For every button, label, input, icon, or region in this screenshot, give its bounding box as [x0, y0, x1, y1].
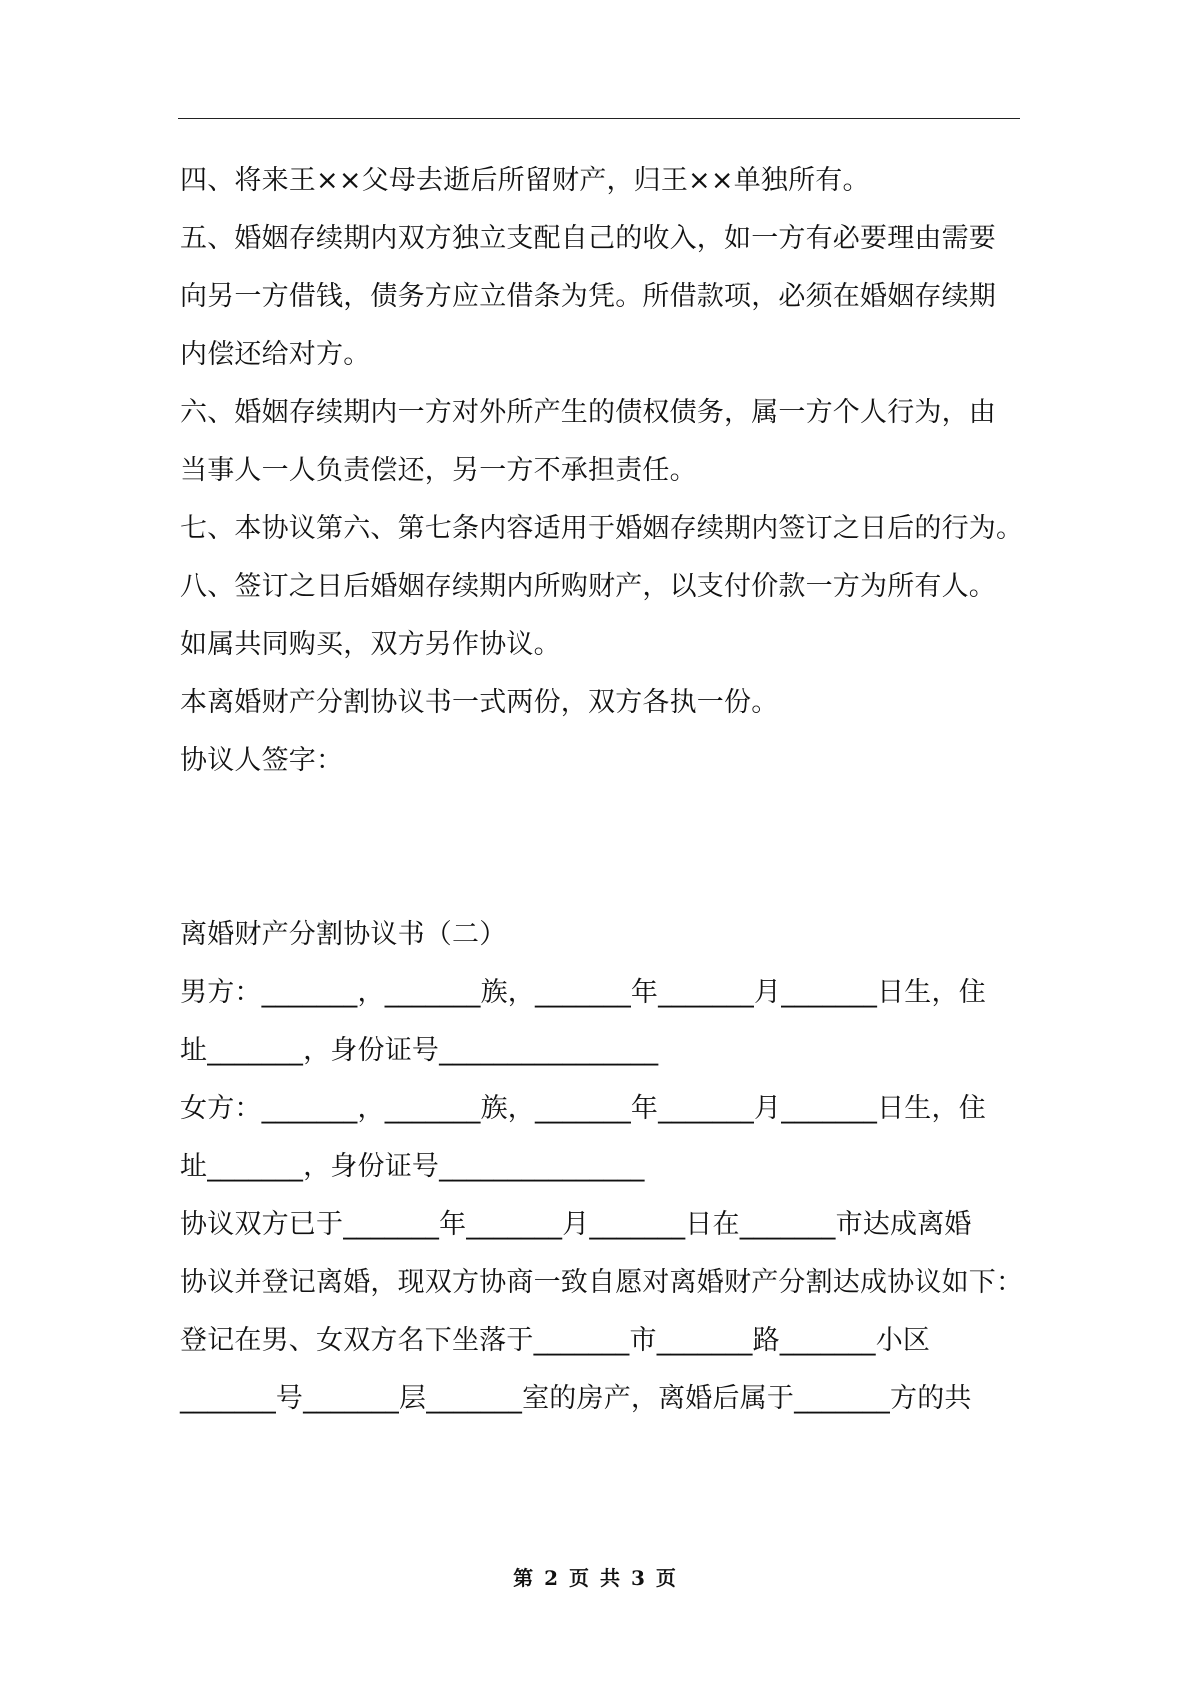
text-line: 本离婚财产分割协议书一式两份，双方各执一份。	[180, 687, 779, 718]
text-line: 登记在男、女双方名下坐落于_______市_______路_______小区	[180, 1325, 931, 1356]
text-line: 如属共同购买，双方另作协议。	[180, 629, 561, 660]
signature-label: 协议人签字：	[180, 745, 344, 776]
page-number: 第 2 页 共 3 页	[513, 1566, 678, 1590]
header-rule	[178, 118, 1020, 119]
text-line: 向另一方借钱，债务方应立借条为凭。所借款项，必须在婚姻存续期	[180, 281, 996, 312]
text-line: 五、婚姻存续期内双方独立支配自己的收入，如一方有必要理由需要	[180, 223, 996, 254]
section-title: 离婚财产分割协议书（二）	[180, 919, 507, 950]
text-line: 协议双方已于_______年_______月_______日在_______市达成离婚	[180, 1209, 972, 1240]
text-line: 八、签订之日后婚姻存续期内所购财产，以支付价款一方为所有人。	[180, 571, 996, 602]
text-line: 六、婚姻存续期内一方对外所产生的债权债务，属一方个人行为，由	[180, 397, 996, 428]
text-line: 址_______，身份证号_______________	[180, 1151, 645, 1182]
text-line: 址_______，身份证号________________	[180, 1035, 659, 1066]
text-line: 七、本协议第六、第七条内容适用于婚姻存续期内签订之日后的行为。	[180, 513, 1024, 544]
text-line: 四、将来王××父母去逝后所留财产，归王××单独所有。	[180, 165, 870, 196]
text-line: 男方：_______，_______族，_______年_______月_______日生，住	[180, 977, 986, 1008]
text-line: 女方：_______，_______族，_______年_______月_______日生，住	[180, 1093, 986, 1124]
text-line: 当事人一人负责偿还，另一方不承担责任。	[180, 455, 697, 486]
text-line: 协议并登记离婚，现双方协商一致自愿对离婚财产分割达成协议如下：	[180, 1267, 1024, 1298]
text-line: 内偿还给对方。	[180, 339, 371, 370]
text-line: _______号_______层_______室的房产，离婚后属于_______方的共	[180, 1383, 972, 1414]
